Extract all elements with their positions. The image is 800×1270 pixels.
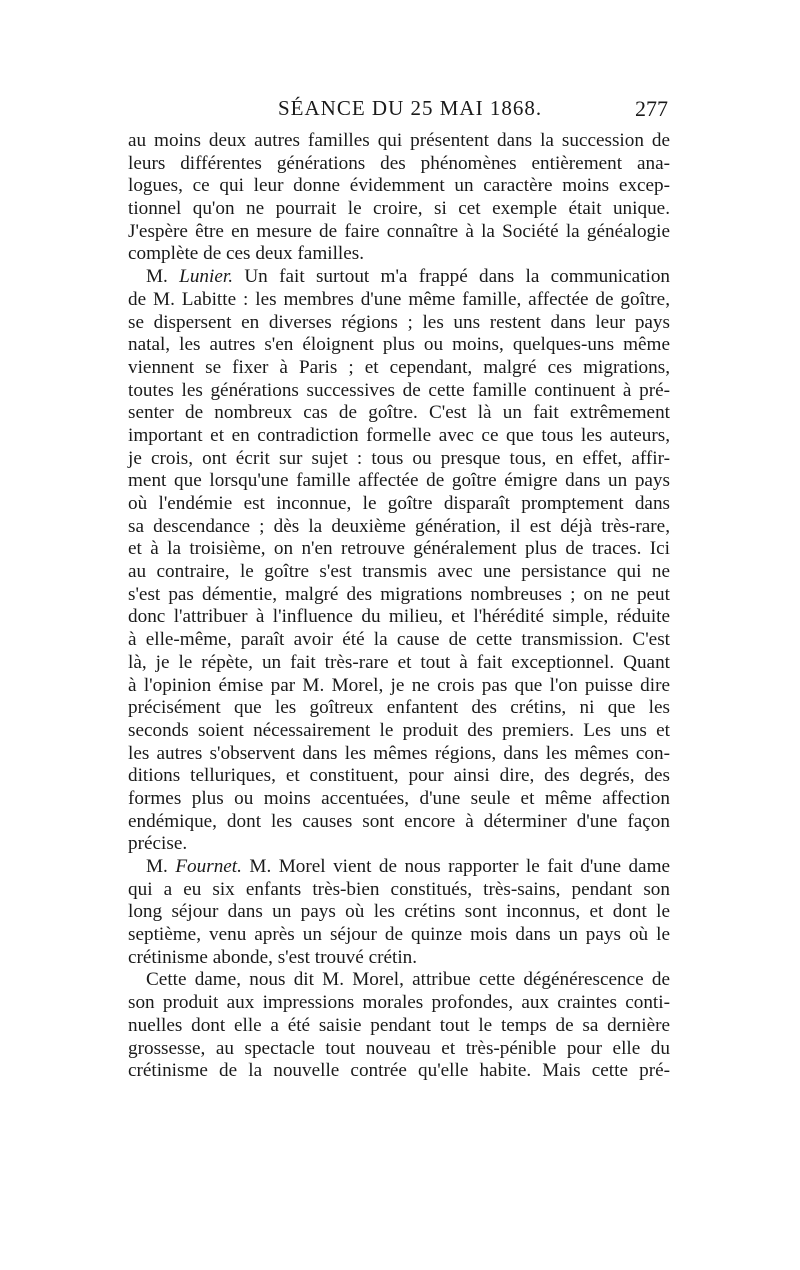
text-line: tionnel qu'on ne pourrait le croire, si cet exemple était unique. bbox=[128, 198, 670, 220]
text-line: J'espère être en mesure de faire connaître à la Société la généalogie bbox=[128, 220, 670, 242]
speaker-name-fournet: Fournet. bbox=[175, 856, 242, 877]
text-line: formes plus ou moins accentuées, d'une seule et même affection bbox=[128, 787, 670, 809]
text-line: là, je le répète, un fait très-rare et tout à fait exceptionnel. Quant bbox=[128, 651, 670, 673]
text-line: à elle-même, paraît avoir été la cause de cette transmission. C'est bbox=[128, 629, 670, 651]
text-line: précisément que les goîtreux enfantent des crétins, ni que les bbox=[128, 697, 670, 719]
text-line: long séjour dans un pays où les crétins sont inconnus, et dont le bbox=[128, 901, 670, 923]
text-line: crétinisme de la nouvelle contrée qu'elle habite. Mais cette pré- bbox=[128, 1060, 670, 1082]
text-line: donc l'attribuer à l'influence du milieu, et l'hérédité simple, réduite bbox=[128, 606, 670, 628]
speaker-line-lunier bbox=[128, 266, 670, 289]
text-line: se dispersent en diverses régions ; les uns restent dans leur pays bbox=[128, 311, 670, 333]
text-line: viennent se fixer à Paris ; et cependant, malgré ces migrations, bbox=[128, 356, 670, 378]
text-line: à l'opinion émise par M. Morel, je ne crois pas que l'on puisse dire bbox=[128, 674, 670, 696]
text-line: septième, venu après un séjour de quinze mois dans un pays où le bbox=[128, 924, 670, 946]
text-line: nuelles dont elle a été saisie pendant tout le temps de sa dernière bbox=[128, 1014, 670, 1036]
text-line: au moins deux autres familles qui présentent dans la succession de bbox=[128, 130, 670, 151]
text-line: natal, les autres s'en éloignent plus ou moins, quelques-uns même bbox=[128, 334, 670, 356]
text-line: précise. bbox=[128, 833, 188, 855]
text-line: les autres s'observent dans les mêmes régions, dans les mêmes con- bbox=[128, 742, 670, 764]
text-line: s'est pas démentie, malgré des migrations nombreuses ; on ne peut bbox=[128, 583, 670, 605]
text-line: où l'endémie est inconnue, le goître disparaît promptement dans bbox=[128, 493, 670, 514]
text-fragment: M. Morel vient de nous rapporter le fait d'une dame bbox=[249, 856, 671, 877]
text-line: grossesse, au spectacle tout nouveau et très-pénible pour elle du bbox=[128, 1037, 670, 1059]
text-line: toutes les générations successives de cette famille continuent à pré- bbox=[128, 379, 670, 401]
text-line: ditions telluriques, et constituent, pour ainsi dire, des degrés, des bbox=[128, 765, 670, 787]
text-line: sa descendance ; dès la deuxième génération, il est déjà très-rare, bbox=[128, 515, 670, 537]
speaker-prefix: M. bbox=[146, 266, 180, 288]
text-line: au contraire, le goître s'est transmis avec une persistance qui ne bbox=[128, 561, 670, 583]
text-line: qui a eu six enfants très-bien constitués, très-sains, pendant son bbox=[128, 878, 670, 900]
text-line: complète de ces deux familles. bbox=[128, 243, 365, 265]
text-line: crétinisme abonde, s'est trouvé crétin. bbox=[128, 946, 418, 968]
body-text bbox=[128, 130, 670, 1083]
text-line: important et en contradiction formelle avec ce que tous les auteurs, bbox=[128, 424, 670, 446]
speaker-prefix: M. bbox=[146, 856, 176, 877]
text-line: son produit aux impressions morales profondes, aux craintes conti- bbox=[128, 992, 670, 1014]
speaker-line-fournet bbox=[128, 856, 670, 879]
text-line: senter de nombreux cas de goître. C'est là un fait extrêmement bbox=[128, 402, 670, 424]
text-line: endémique, dont les causes sont encore à déterminer d'une façon bbox=[128, 810, 670, 832]
text-line: leurs différentes générations des phénomènes entièrement ana- bbox=[128, 152, 670, 174]
text-line: je crois, ont écrit sur sujet : tous ou presque tous, en effet, affir- bbox=[128, 447, 670, 469]
text-line: de M. Labitte : les membres d'une même famille, affectée de goître, bbox=[128, 288, 670, 310]
page-number: 277 bbox=[635, 96, 668, 121]
text-line: ment que lorsqu'une famille affectée de goître émigre dans un pays bbox=[128, 470, 670, 492]
text-line: seconds soient nécessairement le produit des premiers. Les uns et bbox=[128, 719, 670, 741]
text-line: et à la troisième, on n'en retrouve généralement plus de traces. Ici bbox=[128, 538, 670, 560]
running-head: SÉANCE DU 25 MAI 1868. bbox=[278, 96, 543, 120]
page-header bbox=[128, 96, 668, 126]
speaker-name-lunier: Lunier. bbox=[179, 266, 234, 288]
paragraph-start-line: Cette dame, nous dit M. Morel, attribue cette dégénérescence de bbox=[146, 969, 670, 991]
text-line: logues, ce qui leur donne évidemment un caractère moins excep- bbox=[128, 175, 670, 197]
text-fragment: Un fait surtout m'a frappé dans la communication bbox=[244, 266, 671, 288]
